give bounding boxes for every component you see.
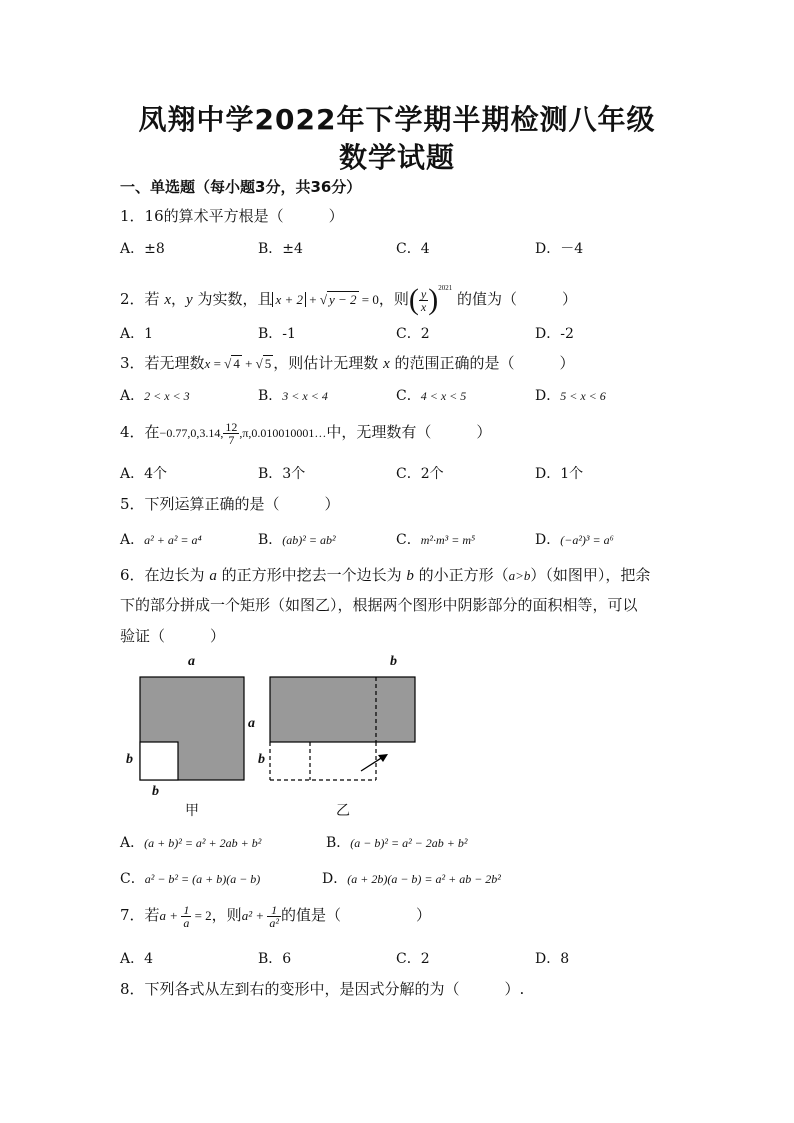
question-4-stem: 4．在−0.77,0,3.14, $\frac{12}{7}$ ,π,0.010010001…中，无理数有（ ） bbox=[120, 419, 492, 447]
q3-option-c: C．4 < x < 5 bbox=[396, 388, 467, 404]
section-heading: 一、单选题（每小题3分，共36分） bbox=[120, 178, 362, 196]
q5-option-d: D．(−a²)³ = a⁶ bbox=[535, 532, 614, 548]
fig2-label-b-top: b bbox=[390, 654, 397, 669]
fig1-label-b-left: b bbox=[126, 752, 133, 767]
question-6-line-1: 6．在边长为 a 的正方形中挖去一个边长为 b 的小正方形（a>b）（如图甲），把余 bbox=[120, 566, 651, 584]
q1-option-b: B．±4 bbox=[258, 241, 303, 257]
fig2-caption: 乙 bbox=[336, 803, 350, 819]
question-1-stem: 1．16的算术平方根是（ ） bbox=[120, 207, 344, 225]
q7-option-c: C．2 bbox=[396, 951, 430, 967]
q4-option-d: D．1个 bbox=[535, 466, 584, 482]
question-6-line-3: 验证（ ） bbox=[120, 627, 226, 645]
rectangle bbox=[270, 677, 415, 742]
q2-option-b: B．-1 bbox=[258, 326, 296, 342]
q5-option-b: B．(ab)² = ab² bbox=[258, 532, 336, 548]
q1-option-d: D．－4 bbox=[535, 241, 584, 257]
figure-yi-svg bbox=[258, 650, 428, 820]
q2-option-a: A．1 bbox=[120, 326, 154, 342]
question-2-stem: 2．若 x，y 为实数，且 x + 2 + √ y − 2 = 0，则( $\frac{y}{x}$ )$^{2021}$ 的值为（ ） bbox=[120, 283, 577, 316]
q1-option-a: A．±8 bbox=[120, 241, 165, 257]
q1-option-c: C．4 bbox=[396, 241, 430, 257]
page-subtitle: 数学试题 bbox=[338, 141, 455, 174]
q7-option-b: B．6 bbox=[258, 951, 292, 967]
q4-option-b: B．3个 bbox=[258, 466, 306, 482]
q6-option-d: D．(a + 2b)(a − b) = a² + ab − 2b² bbox=[322, 871, 501, 887]
fig1-label-a-top: a bbox=[188, 654, 195, 669]
q7-option-d: D．8 bbox=[535, 951, 570, 967]
q2-option-d: D．-2 bbox=[535, 326, 574, 342]
q5-option-c: C．m²·m³ = m⁵ bbox=[396, 532, 476, 548]
q4-option-a: A．4个 bbox=[120, 466, 168, 482]
small-square bbox=[140, 742, 178, 780]
q3-option-b: B．3 < x < 4 bbox=[258, 388, 328, 404]
q6-option-c: C．a² − b² = (a + b)(a − b) bbox=[120, 871, 261, 887]
q6-option-b: B．(a − b)² = a² − 2ab + b² bbox=[326, 835, 468, 851]
question-3-stem: 3．若无理数x = √ 4 + √ 5 ，则估计无理数 x 的范围正确的是（ ） bbox=[120, 354, 575, 372]
q5-option-a: A．a² + a² = a⁴ bbox=[120, 532, 202, 548]
q7-option-a: A．4 bbox=[120, 951, 154, 967]
figure-yi bbox=[258, 650, 428, 820]
question-6-line-2: 下的部分拼成一个矩形（如图乙），根据两个图形中阴影部分的面积相等，可以 bbox=[120, 596, 638, 614]
fig1-label-a-side: a bbox=[248, 716, 255, 731]
fig1-caption: 甲 bbox=[185, 803, 199, 819]
question-5-stem: 5．下列运算正确的是（ ） bbox=[120, 495, 340, 513]
figure-jia-svg bbox=[120, 650, 280, 820]
page-title: 凤翔中学2022年下学期半期检测八年级 bbox=[138, 103, 656, 136]
q3-option-d: D．5 < x < 6 bbox=[535, 388, 606, 404]
question-8-stem: 8．下列各式从左到右的变形中，是因式分解的为（ ）. bbox=[120, 980, 525, 998]
fig1-label-b-bottom: b bbox=[152, 784, 159, 799]
arrow-head-icon bbox=[378, 754, 388, 762]
fig2-label-b-left: b bbox=[258, 752, 265, 767]
q6-option-a: A．(a + b)² = a² + 2ab + b² bbox=[120, 835, 262, 851]
figure-jia bbox=[120, 650, 280, 820]
q3-option-a: A．2 < x < 3 bbox=[120, 388, 190, 404]
question-7-stem: 7．若a + $\frac{1}{a}$ = 2，则a² + $\frac{1}{\text{a²}}$ 的值是（ ） bbox=[120, 902, 431, 930]
q2-option-c: C．2 bbox=[396, 326, 430, 342]
q4-option-c: C．2个 bbox=[396, 466, 444, 482]
